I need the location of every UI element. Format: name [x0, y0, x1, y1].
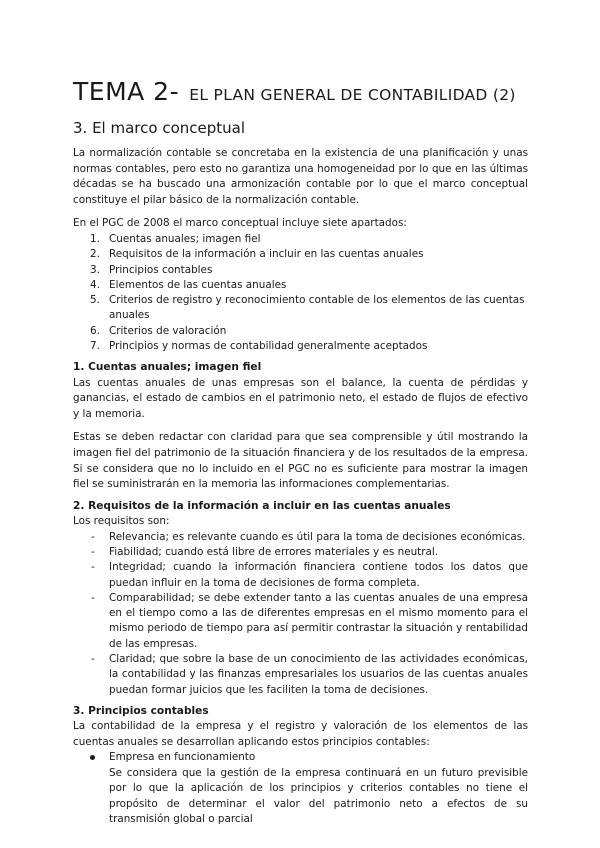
- apartados-list: [73, 232, 528, 354]
- list-item: 5. Criterios de registro y reconocimiento contable de los elementos de las cuentas anuales: [90, 294, 525, 322]
- list-item: 7. Principios y normas de contabilidad generalmente aceptados: [90, 340, 428, 353]
- section-2-heading: 2. Requisitos de la información a incluir en las cuentas anuales: [73, 499, 451, 512]
- list-item: 2. Requisitos de la información a incluir en las cuentas anuales: [90, 248, 424, 261]
- intro-paragraph: La normalización contable se concretaba en la existencia de una planificación y unas normas contables, pero esto no garantiza una homogeneidad por lo que en las últimas décadas se ha buscado una armonización contable por lo que el marco conceptual constituye el pilar básico de la normalización contable.: [73, 147, 528, 206]
- list-item: - Relevancia; es relevante cuando es útil para la toma de decisiones económicas.: [91, 530, 526, 543]
- list-item: - Comparabilidad; se debe extender tanto a las cuentas anuales de una empresa en el tiempo como a las de diferentes empresas en el mismo momento para el mismo periodo de tiempo para así permitir contrastar la situación y rentabilidad de las empresas.: [91, 591, 528, 650]
- list-item: - Integridad; cuando la información financiera contiene todos los datos que puedan influir en la toma de decisiones de forma completa.: [91, 561, 528, 589]
- requisitos-list: [73, 530, 528, 698]
- section-1-heading: 1. Cuentas anuales; imagen fiel: [73, 361, 262, 374]
- list-item: 3. Principios contables: [90, 263, 213, 276]
- title-main: TEMA 2-: [73, 77, 180, 106]
- section-1-paragraph-2: Estas se deben redactar con claridad para que sea comprensible y útil mostrando la imagen fiel del patrimonio de la situación financiera y de los resultados de la empresa. Si se considera que no lo incluido en el PGC no es suficiente para mostrar la imagen fiel se suministrarán en la memoria las informaciones complementarias.: [73, 431, 528, 491]
- section-subtitle: 3. El marco conceptual: [73, 119, 246, 137]
- bullet-item: [73, 750, 528, 765]
- bullet-body: Se considera que la gestión de la empresa continuará en un futuro previsible por lo que la aplicación de los principios y criterios contables no tiene el propósito de determinar el valor del patrimonio neto a efectos de su transmisión global o parcial: [109, 766, 528, 825]
- list-item: 4. Elementos de las cuentas anuales: [90, 278, 287, 291]
- bullet-title: Empresa en funcionamiento: [109, 751, 256, 764]
- bullet-dot-icon: [90, 755, 95, 760]
- page-title: [73, 74, 528, 110]
- section-1-paragraph-1: Las cuentas anuales de unas empresas son el balance, la cuenta de pérdidas y ganancias, el estado de cambios en el patrimonio neto, el estado de flujos de efectivo y la memoria.: [73, 376, 528, 420]
- section-3-heading: 3. Principios contables: [73, 704, 209, 717]
- list-item: - Fiabilidad; cuando está libre de errores materiales y es neutral.: [91, 545, 439, 558]
- document-page: [73, 74, 528, 827]
- section-2-lead: Los requisitos son:: [73, 515, 170, 528]
- pgc-intro-paragraph: En el PGC de 2008 el marco conceptual incluye siete apartados:: [73, 217, 407, 230]
- list-item: 1. Cuentas anuales; imagen fiel: [90, 232, 261, 245]
- list-item: 6. Criterios de valoración: [90, 324, 227, 337]
- section-3-lead: La contabilidad de la empresa y el registro y valoración de los elementos de las cuentas anuales se desarrollan aplicando estos principios contables:: [73, 720, 528, 748]
- list-item: - Claridad; que sobre la base de un conocimiento de las actividades económicas, la contabilidad y las finanzas empresariales los usuarios de las cuentas anuales puedan formar juicios que les faciliten la toma de decisiones.: [91, 653, 528, 696]
- title-rest: EL PLAN GENERAL DE CONTABILIDAD (2): [189, 86, 516, 104]
